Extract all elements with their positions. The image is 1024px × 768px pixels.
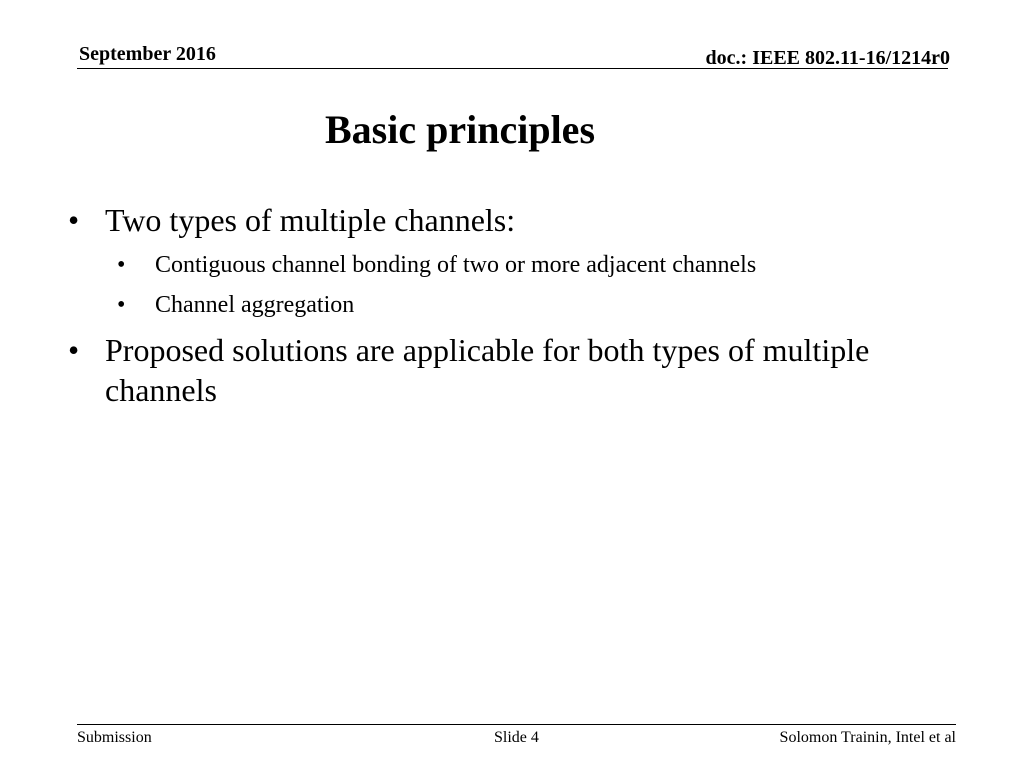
sub-bullet-item [105,250,950,280]
document-id: doc.: IEEE 802.11-16/1214r0 [705,47,950,69]
bullet-icon: • [68,202,80,238]
sub-bullet-item [105,290,950,320]
header-date: September 2016 [79,43,216,65]
footer-author: Solomon Trainin, Intel et al [779,729,956,746]
bullet-icon: • [117,292,126,318]
footer-divider [77,724,956,725]
bullet-icon: • [117,252,126,278]
footer-submission: Submission [77,729,152,746]
sub-bullet-list [105,250,950,320]
bullet-item [60,200,950,320]
bullet-item [60,330,950,410]
header-divider [77,68,948,69]
slide-title: Basic principles [324,107,596,152]
bullet-text: Two types of multiple channels: [105,202,516,238]
slide-number: Slide 4 [494,729,539,746]
sub-bullet-text: Channel aggregation [155,292,355,318]
slide-body [60,200,950,420]
sub-bullet-text: Contiguous channel bonding of two or more adjacent channels [155,252,757,278]
bullet-list [60,200,950,410]
bullet-text: Proposed solutions are applicable for both types of multiple channels [105,332,870,408]
bullet-icon: • [68,332,80,368]
